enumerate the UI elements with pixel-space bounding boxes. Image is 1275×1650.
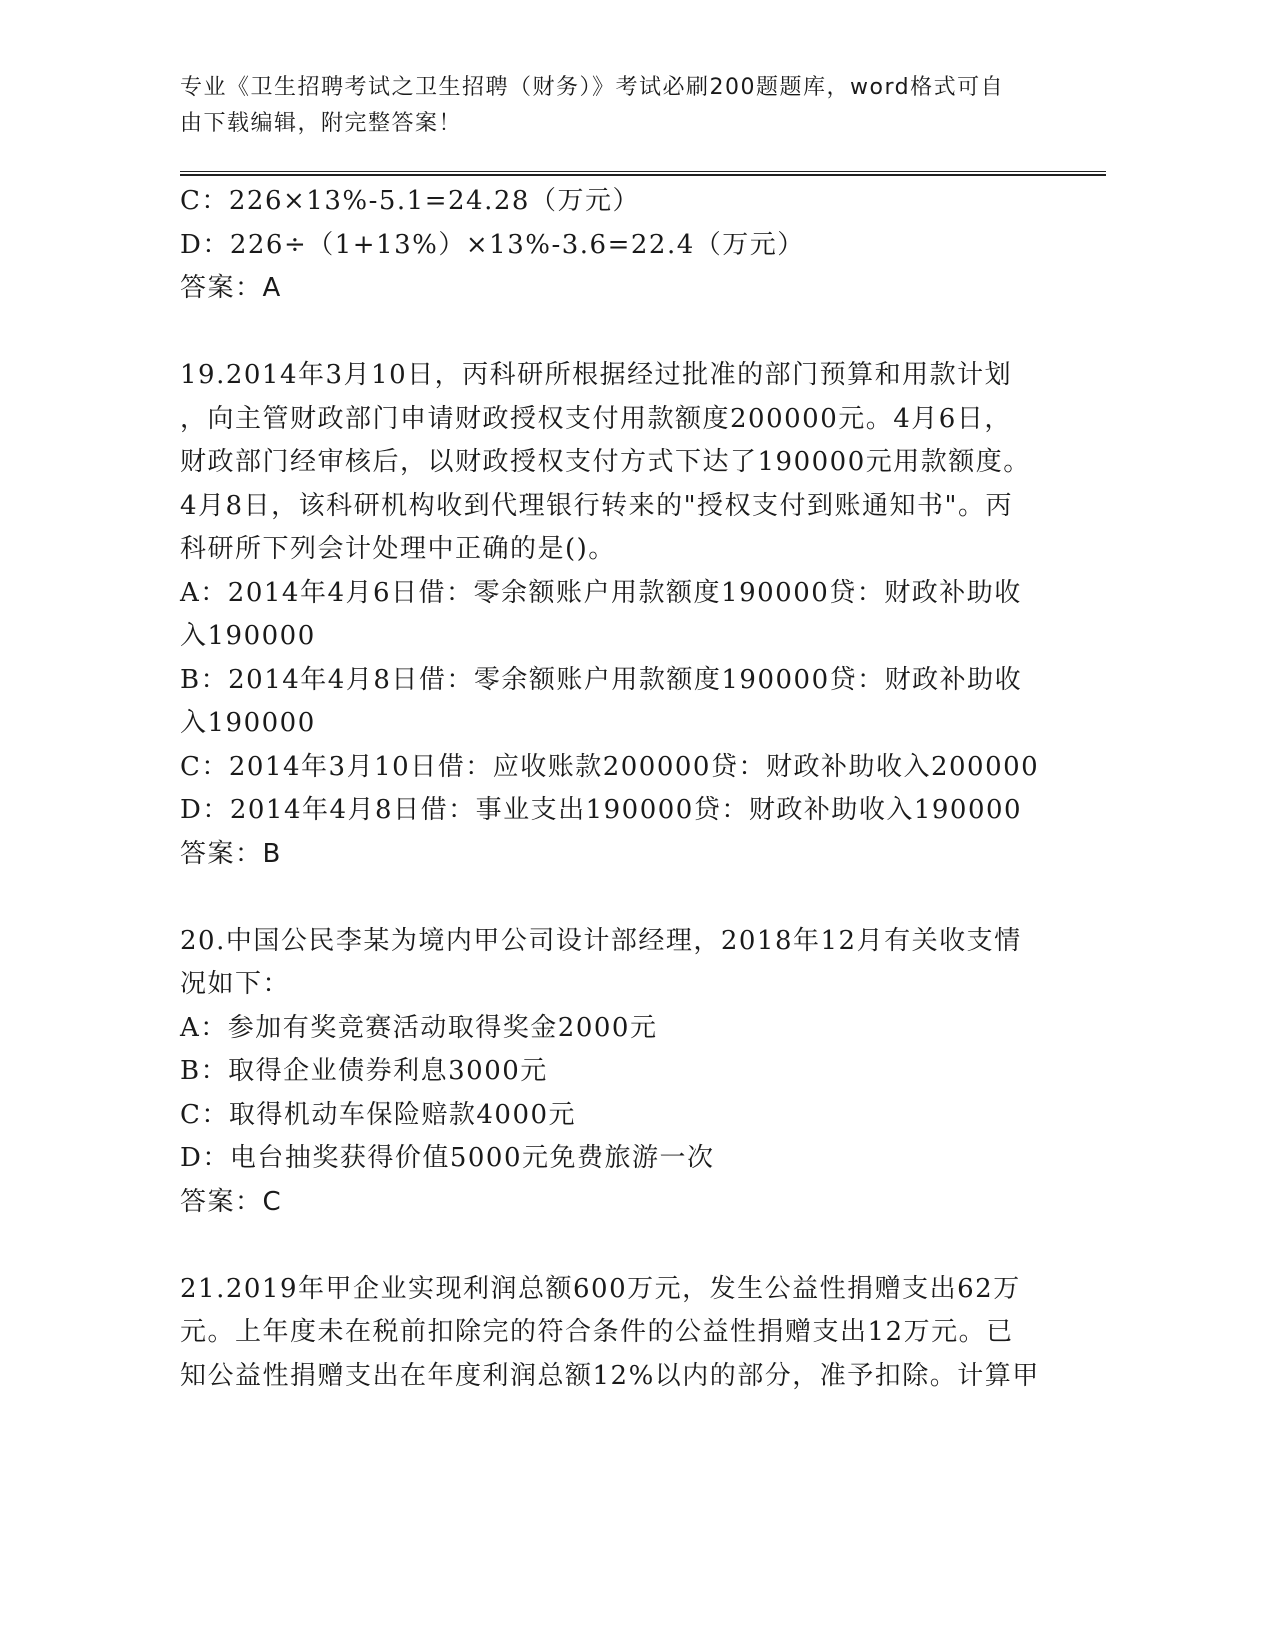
document-body bbox=[180, 180, 1080, 1398]
q21-stem-line-2: 元。上年度未在税前扣除完的符合条件的公益性捐赠支出12万元。已 bbox=[180, 1317, 1014, 1347]
header-divider bbox=[180, 171, 1106, 176]
q19-option-c: C：2014年3月10日借：应收账款200000贷：财政补助收入200000 bbox=[180, 751, 1040, 782]
q19-option-b-line-2: 入190000 bbox=[180, 708, 316, 738]
q19-option-a-line-1: A：2014年4月6日借：零余额账户用款额度190000贷：财政补助收 bbox=[180, 577, 1022, 608]
spacer bbox=[180, 876, 1080, 920]
q19-stem-line-4: 4月8日，该科研机构收到代理银行转来的"授权支付到账通知书"。丙 bbox=[180, 490, 1014, 521]
spacer bbox=[180, 1224, 1080, 1268]
q20-stem-line-2: 况如下： bbox=[180, 969, 291, 999]
q20-option-a: A：参加有奖竞赛活动取得奖金2000元 bbox=[180, 1012, 658, 1043]
q19-option-a-line-2: 入190000 bbox=[180, 621, 316, 651]
q19-stem-line-1: 19.2014年3月10日，丙科研所根据经过批准的部门预算和用款计划 bbox=[180, 360, 1013, 390]
q20-option-d: D：电台抽奖获得价值5000元免费旅游一次 bbox=[180, 1143, 715, 1173]
q19-option-b-line-1: B：2014年4月8日借：零余额账户用款额度190000贷：财政补助收 bbox=[180, 664, 1023, 695]
q20-option-c: C：取得机动车保险赔款4000元 bbox=[180, 1099, 577, 1130]
q19-stem-line-3: 财政部门经审核后，以财政授权支付方式下达了190000元用款额度。 bbox=[180, 447, 1031, 477]
q18-option-c: C：226×13%-5.1=24.28（万元） bbox=[180, 186, 640, 216]
q20-option-b: B：取得企业债券利息3000元 bbox=[180, 1056, 548, 1086]
q19-stem-line-2: ，向主管财政部门申请财政授权支付用款额度200000元。4月6日， bbox=[180, 403, 1012, 434]
q19-option-d: D：2014年4月8日借：事业支出190000贷：财政补助收入190000 bbox=[180, 795, 1023, 825]
header-line-1: 专业《卫生招聘考试之卫生招聘（财务）》考试必刷200题题库，word格式可自 bbox=[180, 75, 1005, 100]
q20-answer: 答案：C bbox=[180, 1186, 283, 1217]
q18-option-d: D：226÷（1+13%）×13%-3.6=22.4（万元） bbox=[180, 229, 805, 260]
q19-answer: 答案：B bbox=[180, 838, 282, 869]
q21-stem-line-3: 知公益性捐赠支出在年度利润总额12%以内的部分，准予扣除。计算甲 bbox=[180, 1360, 1040, 1391]
header-line-2: 由下载编辑，附完整答案！ bbox=[180, 111, 463, 136]
q21-stem-line-1: 21.2019年甲企业实现利润总额600万元，发生公益性捐赠支出62万 bbox=[180, 1273, 1021, 1304]
q19-stem-line-5: 科研所下列会计处理中正确的是()。 bbox=[180, 534, 616, 564]
page-header bbox=[180, 70, 1040, 142]
q18-answer: 答案：A bbox=[180, 273, 282, 303]
spacer bbox=[180, 311, 1080, 355]
q20-stem-line-1: 20.中国公民李某为境内甲公司设计部经理，2018年12月有关收支情 bbox=[180, 925, 1022, 956]
